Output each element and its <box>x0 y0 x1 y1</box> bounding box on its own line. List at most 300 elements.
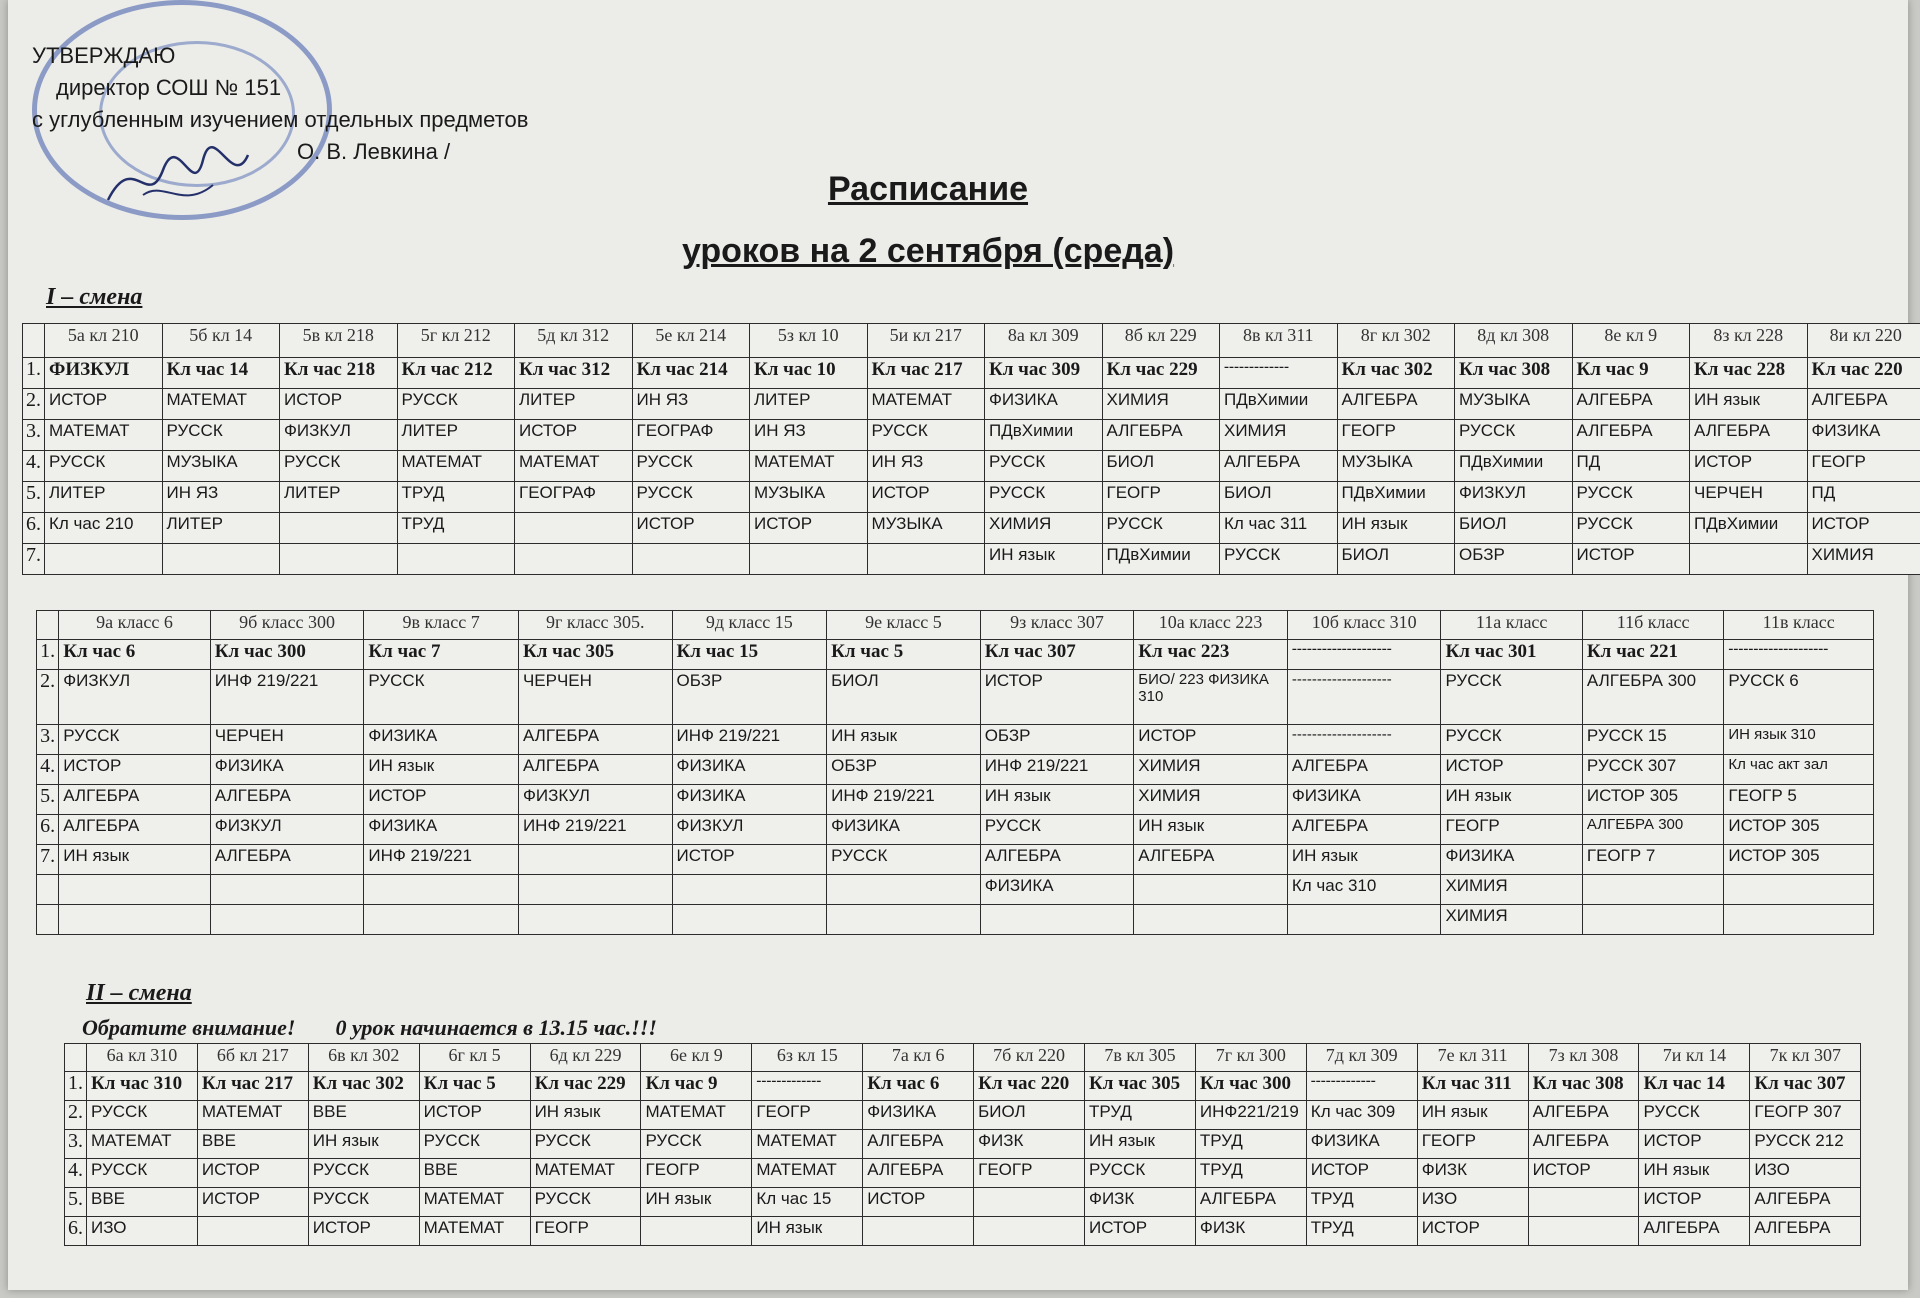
note-start-time: 0 урок начинается в 13.15 час.!!! <box>335 1015 657 1040</box>
class-header: 8и кл 220 <box>1807 324 1920 358</box>
lesson-cell: ИЗО <box>87 1217 198 1246</box>
class-header: 11б класс <box>1582 611 1723 640</box>
lesson-cell: ЛИТЕР <box>750 389 868 420</box>
class-header: 7г кл 300 <box>1195 1044 1306 1072</box>
lesson-cell: ИНФ 219/221 <box>827 785 981 815</box>
class-header: 6д кл 229 <box>530 1044 641 1072</box>
lesson-cell: Кл час 6 <box>59 640 211 670</box>
lesson-cell <box>1134 905 1288 935</box>
lesson-cell: ПДвХимии <box>1337 482 1455 513</box>
lesson-cell: РУССК <box>397 389 515 420</box>
lesson-cell: ФИЗИКА <box>1807 420 1920 451</box>
lesson-cell <box>280 513 398 544</box>
lesson-cell: МАТЕМАТ <box>515 451 633 482</box>
lesson-cell: ФИЗИКА <box>1287 785 1441 815</box>
lesson-number: 3. <box>37 725 59 755</box>
lesson-cell: -------------------- <box>1724 640 1874 670</box>
lesson-cell: РУССК <box>1220 544 1338 575</box>
lesson-cell: ПД <box>1572 451 1690 482</box>
lesson-cell: Кл час акт зал <box>1724 755 1874 785</box>
lesson-cell: МАТЕМАТ <box>162 389 280 420</box>
lesson-cell: РУССК <box>308 1188 419 1217</box>
lesson-cell: Кл час 210 <box>45 513 163 544</box>
lesson-cell <box>672 905 827 935</box>
lesson-row <box>37 875 1874 905</box>
lesson-cell: ХИМИЯ <box>1134 785 1288 815</box>
lesson-number: 7. <box>37 845 59 875</box>
lesson-row <box>37 725 1874 755</box>
lesson-cell: Кл час 305 <box>518 640 672 670</box>
lesson-cell <box>974 1188 1085 1217</box>
lesson-cell: ФИЗКУЛ <box>59 670 211 725</box>
lesson-cell: БИО/ 223 ФИЗИКА 310 <box>1134 670 1288 725</box>
lesson-number: 5. <box>65 1188 87 1217</box>
lesson-cell: ИСТОР 305 <box>1724 845 1874 875</box>
lesson-cell: ИН язык <box>980 785 1134 815</box>
class-header: 11в класс <box>1724 611 1874 640</box>
lesson-cell: Кл час 309 <box>1306 1101 1417 1130</box>
lesson-cell: ЧЕРЧЕН <box>210 725 364 755</box>
lesson-cell <box>364 875 519 905</box>
lesson-cell: ГЕОГРАФ <box>632 420 750 451</box>
lesson-cell: РУССК <box>1441 725 1582 755</box>
lesson-cell: ИНФ 219/221 <box>672 725 827 755</box>
lesson-number: 3. <box>65 1130 87 1159</box>
schedule-table-shift1-grades-9-11 <box>36 610 1874 935</box>
lesson-cell: ------------- <box>1306 1072 1417 1101</box>
class-header: 10б класс 310 <box>1287 611 1441 640</box>
lesson-cell: ГЕОГР 307 <box>1750 1101 1861 1130</box>
lesson-cell: ФИЗКУЛ <box>672 815 827 845</box>
lesson-cell: Кл час 300 <box>210 640 364 670</box>
lesson-cell: РУССК <box>1085 1159 1196 1188</box>
lesson-cell: Кл час 217 <box>867 358 985 389</box>
lesson-cell: РУССК <box>827 845 981 875</box>
lesson-cell: Кл час 302 <box>308 1072 419 1101</box>
lesson-cell: ИН язык <box>1134 815 1288 845</box>
lesson-cell <box>867 544 985 575</box>
lesson-cell: АЛГЕБРА <box>1287 815 1441 845</box>
lesson-number: 6. <box>37 815 59 845</box>
lesson-cell: ИНФ 219/221 <box>518 815 672 845</box>
lesson-cell: Кл час 311 <box>1417 1072 1528 1101</box>
lesson-number: 4. <box>23 451 45 482</box>
lesson-cell: ИН язык 310 <box>1724 725 1874 755</box>
lesson-cell: ХИМИЯ <box>1441 875 1582 905</box>
lesson-cell: ИН язык <box>985 544 1103 575</box>
lesson-row <box>37 815 1874 845</box>
lesson-cell: Кл час 308 <box>1528 1072 1639 1101</box>
lesson-cell: Кл час 5 <box>419 1072 530 1101</box>
lesson-cell: РУССК <box>87 1101 198 1130</box>
lesson-cell: ФИЗИКА <box>1441 845 1582 875</box>
lesson-cell: Кл час 10 <box>750 358 868 389</box>
lesson-cell: РУССК <box>1441 670 1582 725</box>
class-header: 5е кл 214 <box>632 324 750 358</box>
lesson-cell: Кл час 14 <box>1639 1072 1750 1101</box>
header-row <box>65 1044 1861 1072</box>
lesson-cell: АЛГЕБРА <box>518 725 672 755</box>
lesson-cell: МАТЕМАТ <box>752 1130 863 1159</box>
class-header: 6б кл 217 <box>197 1044 308 1072</box>
lesson-cell: АЛГЕБРА <box>1102 420 1220 451</box>
lesson-cell: ГЕОГР <box>1441 815 1582 845</box>
class-header: 9е класс 5 <box>827 611 981 640</box>
lesson-cell: МАТЕМАТ <box>867 389 985 420</box>
lesson-cell: ФИЗИКА <box>1306 1130 1417 1159</box>
lesson-cell: Кл час 308 <box>1455 358 1573 389</box>
lesson-cell: МАТЕМАТ <box>45 420 163 451</box>
lesson-cell: ФИЗКУЛ <box>210 815 364 845</box>
lesson-cell: ИСТОР <box>1306 1159 1417 1188</box>
lesson-cell: ГЕОГР <box>752 1101 863 1130</box>
lesson-cell: ИСТОР <box>419 1101 530 1130</box>
lesson-cell: Кл час 300 <box>1195 1072 1306 1101</box>
lesson-cell: БИОЛ <box>1455 513 1573 544</box>
lesson-cell: МАТЕМАТ <box>419 1188 530 1217</box>
lesson-cell: ФИЗИКА <box>210 755 364 785</box>
lesson-cell <box>1528 1217 1639 1246</box>
lesson-cell: ЛИТЕР <box>397 420 515 451</box>
lesson-cell: РУССК <box>1639 1101 1750 1130</box>
lesson-cell: МАТЕМАТ <box>641 1101 752 1130</box>
lesson-cell: ИСТОР <box>280 389 398 420</box>
lesson-cell: ЛИТЕР <box>280 482 398 513</box>
lesson-cell: ИСТОР 305 <box>1724 815 1874 845</box>
lesson-cell <box>641 1217 752 1246</box>
lesson-cell: ИСТОР <box>1441 755 1582 785</box>
approve-school: с углубленным изучением отдельных предметов <box>32 107 529 132</box>
lesson-cell: ИН язык <box>1085 1130 1196 1159</box>
lesson-cell: ФИЗК <box>1085 1188 1196 1217</box>
class-header: 9г класс 305. <box>518 611 672 640</box>
lesson-cell: РУССК <box>419 1130 530 1159</box>
shift-2-note <box>82 1015 657 1041</box>
lesson-number: 6. <box>23 513 45 544</box>
lesson-cell: АЛГЕБРА <box>1690 420 1808 451</box>
lesson-cell: ТРУД <box>397 482 515 513</box>
lesson-cell: АЛГЕБРА <box>863 1130 974 1159</box>
lesson-cell: Кл час 302 <box>1337 358 1455 389</box>
lesson-cell: МУЗЫКА <box>1455 389 1573 420</box>
lesson-cell: РУССК 307 <box>1582 755 1723 785</box>
lesson-cell <box>827 875 981 905</box>
lesson-cell: РУССК <box>985 451 1103 482</box>
lesson-cell: МУЗЫКА <box>1337 451 1455 482</box>
lesson-cell: Кл час 310 <box>1287 875 1441 905</box>
lesson-cell: ФИЗК <box>1417 1159 1528 1188</box>
lesson-row <box>23 544 1920 575</box>
lesson-cell: ЧЕРЧЕН <box>518 670 672 725</box>
lesson-row <box>23 420 1920 451</box>
lesson-row <box>37 755 1874 785</box>
lesson-cell: ИСТОР <box>308 1217 419 1246</box>
lesson-cell: ИНФ 219/221 <box>980 755 1134 785</box>
lesson-cell: Кл час 312 <box>515 358 633 389</box>
lesson-cell: ГЕОГР 5 <box>1724 785 1874 815</box>
lesson-cell: Кл час 214 <box>632 358 750 389</box>
lesson-cell: ИН язык <box>827 725 981 755</box>
lesson-cell: ОБЗР <box>672 670 827 725</box>
lesson-cell <box>280 544 398 575</box>
lesson-cell: БИОЛ <box>974 1101 1085 1130</box>
class-header: 5в кл 218 <box>280 324 398 358</box>
lesson-row <box>37 845 1874 875</box>
class-header: 9в класс 7 <box>364 611 519 640</box>
approve-position: директор СОШ № 151 <box>56 75 282 100</box>
lesson-cell: АЛГЕБРА 300 <box>1582 670 1723 725</box>
class-header: 5з кл 10 <box>750 324 868 358</box>
lesson-cell: ИСТОР <box>515 420 633 451</box>
lesson-cell: РУССК <box>364 670 519 725</box>
lesson-cell: ФИЗИКА <box>672 785 827 815</box>
lesson-cell: ФИЗК <box>974 1130 1085 1159</box>
lesson-cell: ИСТОР <box>364 785 519 815</box>
lesson-cell: ИСТОР 305 <box>1582 785 1723 815</box>
lesson-cell: ИСТОР <box>632 513 750 544</box>
lesson-number <box>37 905 59 935</box>
lesson-cell: ИН язык <box>1337 513 1455 544</box>
class-header: 5г кл 212 <box>397 324 515 358</box>
class-header: 7и кл 14 <box>1639 1044 1750 1072</box>
lesson-cell: РУССК 212 <box>1750 1130 1861 1159</box>
lesson-cell: ГЕОГРАФ <box>515 482 633 513</box>
lesson-cell: ИН язык <box>752 1217 863 1246</box>
lesson-row <box>37 905 1874 935</box>
lesson-cell: ПДвХимии <box>1220 389 1338 420</box>
lesson-cell: ВВЕ <box>308 1101 419 1130</box>
lesson-cell: ТРУД <box>1085 1101 1196 1130</box>
lesson-cell: АЛГЕБРА <box>1134 845 1288 875</box>
class-header: 8а кл 309 <box>985 324 1103 358</box>
note-attention: Обратите внимание! <box>82 1015 296 1040</box>
lesson-cell: ИН ЯЗ <box>750 420 868 451</box>
lesson-cell: Кл час 15 <box>672 640 827 670</box>
lesson-cell: МАТЕМАТ <box>419 1217 530 1246</box>
class-header: 7в кл 305 <box>1085 1044 1196 1072</box>
class-header: 8е кл 9 <box>1572 324 1690 358</box>
lesson-cell: Кл час 217 <box>197 1072 308 1101</box>
lesson-cell: ИН язык <box>308 1130 419 1159</box>
lesson-cell: РУССК <box>632 451 750 482</box>
lesson-cell <box>1528 1188 1639 1217</box>
lesson-cell: ВВЕ <box>419 1159 530 1188</box>
lesson-cell: МАТЕМАТ <box>87 1130 198 1159</box>
class-header: 9а класс 6 <box>59 611 211 640</box>
lesson-cell: ГЕОГР <box>641 1159 752 1188</box>
class-header: 7б кл 220 <box>974 1044 1085 1072</box>
lesson-cell: АЛГЕБРА <box>1807 389 1920 420</box>
lesson-row <box>65 1188 1861 1217</box>
class-header: 7д кл 309 <box>1306 1044 1417 1072</box>
lesson-cell: АЛГЕБРА <box>210 845 364 875</box>
lesson-cell: РУССК <box>87 1159 198 1188</box>
lesson-number: 5. <box>23 482 45 513</box>
lesson-cell: ГЕОГР <box>1337 420 1455 451</box>
class-header: 9з класс 307 <box>980 611 1134 640</box>
lesson-cell: ИНФ 219/221 <box>364 845 519 875</box>
lesson-cell: ИСТОР <box>1528 1159 1639 1188</box>
lesson-cell <box>974 1217 1085 1246</box>
lesson-cell: ФИЗИКА <box>364 725 519 755</box>
lesson-cell: РУССК <box>867 420 985 451</box>
lesson-cell: РУССК 6 <box>1724 670 1874 725</box>
lesson-cell <box>863 1217 974 1246</box>
lesson-cell: Кл час 228 <box>1690 358 1808 389</box>
lesson-row <box>23 482 1920 513</box>
lesson-cell: -------------------- <box>1287 640 1441 670</box>
lesson-cell: ИСТОР <box>1417 1217 1528 1246</box>
lesson-cell: ФИЗИКА <box>364 815 519 845</box>
lesson-cell: ТРУД <box>1306 1188 1417 1217</box>
lesson-cell <box>210 875 364 905</box>
lesson-cell: ГЕОГР <box>530 1217 641 1246</box>
lesson-row <box>65 1159 1861 1188</box>
lesson-cell: ИН язык <box>1690 389 1808 420</box>
lesson-cell <box>672 875 827 905</box>
lesson-cell: РУССК <box>280 451 398 482</box>
class-header: 7к кл 307 <box>1750 1044 1861 1072</box>
lesson-cell: ИСТОР <box>750 513 868 544</box>
lesson-cell: МАТЕМАТ <box>530 1159 641 1188</box>
lesson-row <box>37 785 1874 815</box>
lesson-cell <box>632 544 750 575</box>
lesson-cell: АЛГЕБРА <box>1220 451 1338 482</box>
lesson-cell: РУССК <box>530 1130 641 1159</box>
lesson-cell: АЛГЕБРА <box>1750 1217 1861 1246</box>
class-header: 8б кл 229 <box>1102 324 1220 358</box>
lesson-cell: ТРУД <box>397 513 515 544</box>
lesson-cell: РУССК <box>162 420 280 451</box>
lesson-cell: АЛГЕБРА <box>1528 1101 1639 1130</box>
lesson-cell: ФИЗИКА <box>863 1101 974 1130</box>
approval-block <box>32 40 528 168</box>
lesson-cell: ЧЕРЧЕН <box>1690 482 1808 513</box>
lesson-cell <box>197 1217 308 1246</box>
lesson-row <box>65 1217 1861 1246</box>
lesson-cell: Кл час 9 <box>1572 358 1690 389</box>
lesson-cell <box>364 905 519 935</box>
lesson-number: 5. <box>37 785 59 815</box>
shift-2-label: II – смена <box>86 980 192 1006</box>
approve-director-name: О. В. Левкина / <box>297 139 451 164</box>
page-subtitle: уроков на 2 сентября (среда) <box>681 232 1175 270</box>
lesson-number: 7. <box>23 544 45 575</box>
lesson-cell <box>1134 875 1288 905</box>
lesson-cell: Кл час 307 <box>980 640 1134 670</box>
lesson-cell <box>1690 544 1808 575</box>
corner-cell <box>23 324 45 358</box>
lesson-cell: ИЗО <box>1750 1159 1861 1188</box>
lesson-cell: РУССК <box>1455 420 1573 451</box>
class-header: 9д класс 15 <box>672 611 827 640</box>
lesson-number: 1. <box>23 358 45 389</box>
lesson-cell: ИСТОР <box>1085 1217 1196 1246</box>
lesson-cell: ГЕОГР 7 <box>1582 845 1723 875</box>
lesson-cell: АЛГЕБРА <box>59 785 211 815</box>
lesson-cell: ГЕОГР <box>1417 1130 1528 1159</box>
lesson-cell: ИН язык <box>1417 1101 1528 1130</box>
lesson-row <box>65 1072 1861 1101</box>
lesson-cell: АЛГЕБРА <box>518 755 672 785</box>
class-header: 5и кл 217 <box>867 324 985 358</box>
lesson-row <box>65 1101 1861 1130</box>
lesson-cell: ПДвХимии <box>1455 451 1573 482</box>
lesson-cell <box>827 905 981 935</box>
lesson-cell: ИСТОР <box>863 1188 974 1217</box>
lesson-cell <box>518 845 672 875</box>
lesson-cell: ИСТОР <box>867 482 985 513</box>
page-title: Расписание <box>827 170 1029 208</box>
class-header: 11а класс <box>1441 611 1582 640</box>
lesson-cell <box>1287 905 1441 935</box>
lesson-cell: ИСТОР <box>1639 1130 1750 1159</box>
class-header: 8з кл 228 <box>1690 324 1808 358</box>
class-header: 8в кл 311 <box>1220 324 1338 358</box>
lesson-row <box>37 640 1874 670</box>
lesson-cell: Кл час 14 <box>162 358 280 389</box>
lesson-cell <box>518 875 672 905</box>
lesson-cell: Кл час 301 <box>1441 640 1582 670</box>
lesson-cell: МУЗЫКА <box>867 513 985 544</box>
lesson-cell <box>45 544 163 575</box>
lesson-number: 3. <box>23 420 45 451</box>
approve-heading: УТВЕРЖДАЮ <box>32 43 176 68</box>
lesson-cell: ХИМИЯ <box>985 513 1103 544</box>
lesson-cell: АЛГЕБРА <box>1528 1130 1639 1159</box>
class-header: 5а кл 210 <box>45 324 163 358</box>
lesson-cell: Кл час 307 <box>1750 1072 1861 1101</box>
lesson-cell: ЛИТЕР <box>515 389 633 420</box>
lesson-cell: АЛГЕБРА <box>1639 1217 1750 1246</box>
lesson-cell: ФИЗИКА <box>980 875 1134 905</box>
lesson-cell: ------------- <box>1220 358 1338 389</box>
lesson-row <box>37 670 1874 725</box>
lesson-cell: ВВЕ <box>87 1188 198 1217</box>
lesson-cell: АЛГЕБРА <box>1572 420 1690 451</box>
lesson-cell: ГЕОГР <box>1807 451 1920 482</box>
lesson-cell: ИН ЯЗ <box>162 482 280 513</box>
lesson-cell <box>1582 875 1723 905</box>
lesson-cell: ИН язык <box>364 755 519 785</box>
lesson-cell: ФИЗК <box>1195 1217 1306 1246</box>
class-header: 6г кл 5 <box>419 1044 530 1072</box>
class-header: 5б кл 14 <box>162 324 280 358</box>
lesson-cell: ХИМИЯ <box>1441 905 1582 935</box>
lesson-cell: РУССК <box>985 482 1103 513</box>
lesson-cell: ИН язык <box>59 845 211 875</box>
lesson-cell: Кл час 220 <box>1807 358 1920 389</box>
lesson-cell: Кл час 9 <box>641 1072 752 1101</box>
lesson-cell: ИН язык <box>1287 845 1441 875</box>
lesson-number: 2. <box>37 670 59 725</box>
lesson-cell: РУССК <box>641 1130 752 1159</box>
lesson-cell: Кл час 223 <box>1134 640 1288 670</box>
lesson-cell: ПДвХимии <box>985 420 1103 451</box>
lesson-cell: ФИЗКУЛ <box>280 420 398 451</box>
lesson-cell: ИНФ 219/221 <box>210 670 364 725</box>
lesson-cell: АЛГЕБРА <box>1195 1188 1306 1217</box>
lesson-cell: ВВЕ <box>197 1130 308 1159</box>
class-header: 10а класс 223 <box>1134 611 1288 640</box>
header-row <box>37 611 1874 640</box>
lesson-row <box>23 358 1920 389</box>
lesson-cell: ОБЗР <box>980 725 1134 755</box>
lesson-cell <box>515 544 633 575</box>
lesson-cell: ГЕОГР <box>974 1159 1085 1188</box>
corner-cell <box>65 1044 87 1072</box>
lesson-cell <box>1724 875 1874 905</box>
